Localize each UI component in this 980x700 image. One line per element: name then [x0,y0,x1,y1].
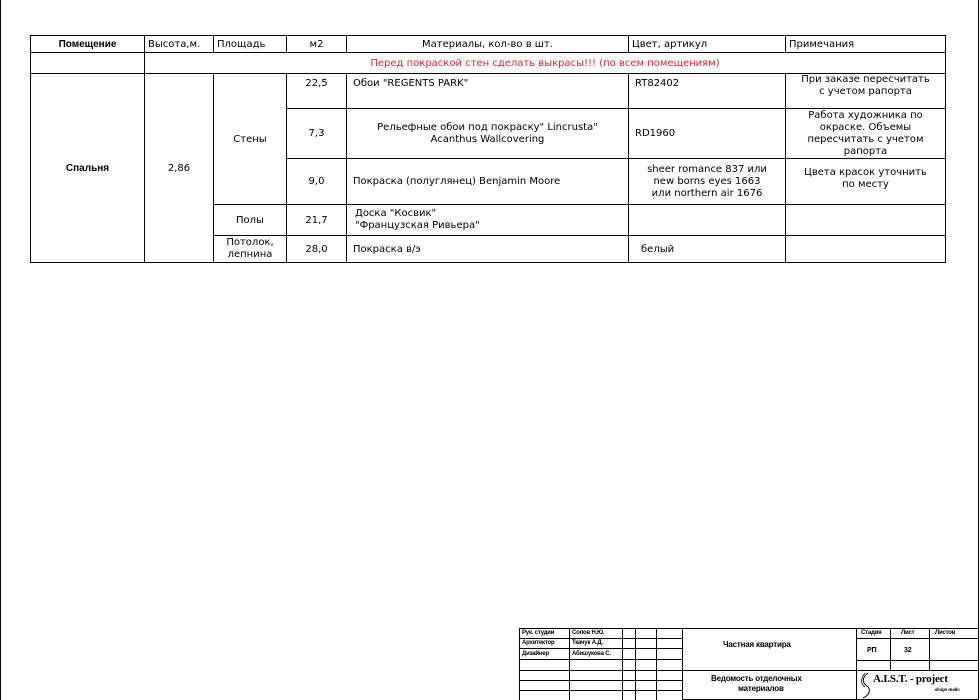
table-row [31,74,946,109]
note-row [31,53,946,74]
name-architect: Ткачук А.Д. [572,640,603,646]
floors-label: Полы [214,205,287,236]
role-head: Рук. студии [522,630,555,636]
row3-note-line1: Цвета красок уточнить [804,167,927,178]
studio-name: A.I.S.T. - project [873,673,948,685]
header-area: Площадь [214,36,287,53]
role-architect: Архитектор [522,640,555,646]
row2-material-line1: Рельефные обои под покраску" Lincrusta" [377,121,598,133]
row2-material [347,109,629,159]
row2-material-line2: Acanthus Wallcovering [430,133,545,145]
row1-color: RT82402 [629,74,786,109]
row5-note [786,236,946,263]
ceiling-label-line2: лепнина [227,249,273,260]
stage-value: РП [867,647,877,654]
row5-color: белый [629,236,786,263]
studio-logo-icon [858,671,874,699]
header-height: Высота,м. [145,36,214,53]
header-row [31,36,946,53]
name-head: Сопов Н.Ю. [572,630,605,636]
studio-subtitle: design studio [935,688,960,693]
row2-m2: 7,3 [287,109,347,159]
row1-note-line2: с учетом рапорта [819,86,912,97]
header-color: Цвет, артикул [629,36,786,53]
project-name: Частная квартира [723,640,791,649]
stage-label: Стадия [861,630,882,636]
row4-material [347,205,629,236]
row1-m2: 22,5 [287,74,347,109]
row5-material: Покраска в/э [347,236,629,263]
sheet-number: 32 [904,647,912,654]
paint-sample-note: Перед покраской стен сделать выкрасы!!! (по всем помещениям) [145,53,946,74]
room-height: 2,86 [145,74,214,263]
row3-color-line1: sheer romance 837 или [647,163,767,175]
row2-note-line4: рапорта [843,145,888,157]
row1-note [786,74,946,109]
sheet-title-line1: Ведомость отделочных [711,674,802,683]
row3-note-line2: по месту [842,179,889,190]
role-designer: Дизайнер [522,651,549,657]
row5-m2: 28,0 [287,236,347,263]
row3-color [629,159,786,205]
header-notes: Примечания [786,36,946,53]
row1-note-line1: При заказе пересчитать [801,74,930,85]
row2-note [786,109,946,159]
row2-note-line3: пересчитать с учетом [807,133,924,145]
materials-table [30,35,946,263]
sheet-border-left [0,0,1,700]
row2-color: RD1960 [629,109,786,159]
header-materials: Материалы, кол-во в шт. [347,36,629,53]
row3-color-line2: new borns eyes 1663 [653,175,761,187]
ceiling-label-line1: Потолок, [226,237,274,248]
sheet-label: Лист [901,630,915,636]
row1-material: Обои "REGENTS PARK" [347,74,629,109]
room-name: Спальня [31,74,145,263]
row3-material: Покраска (полуглянец) Benjamin Moore [347,159,629,205]
row4-m2: 21,7 [287,205,347,236]
row2-note-line1: Работа художника по [808,109,923,121]
row4-material-line1: Доска "Косвик" [355,208,437,219]
sheet-title-line2: материалов [738,684,784,693]
title-block [519,628,979,700]
sheets-label: Листов [935,630,956,636]
row2-note-line2: окраске. Объемы [819,121,912,133]
sheet-border-right [978,0,979,700]
walls-label: Стены [214,74,287,205]
row4-color [629,205,786,236]
row3-m2: 9,0 [287,159,347,205]
row4-note [786,205,946,236]
header-m2: м2 [287,36,347,53]
row3-note [786,159,946,205]
ceiling-label [214,236,287,263]
row4-material-line2: "Французская Ривьера" [355,220,480,231]
header-room: Помещение [31,36,145,53]
name-designer: Абишукова С. [572,651,611,657]
note-spacer [31,53,145,74]
row3-color-line3: или northern air 1676 [651,187,763,199]
